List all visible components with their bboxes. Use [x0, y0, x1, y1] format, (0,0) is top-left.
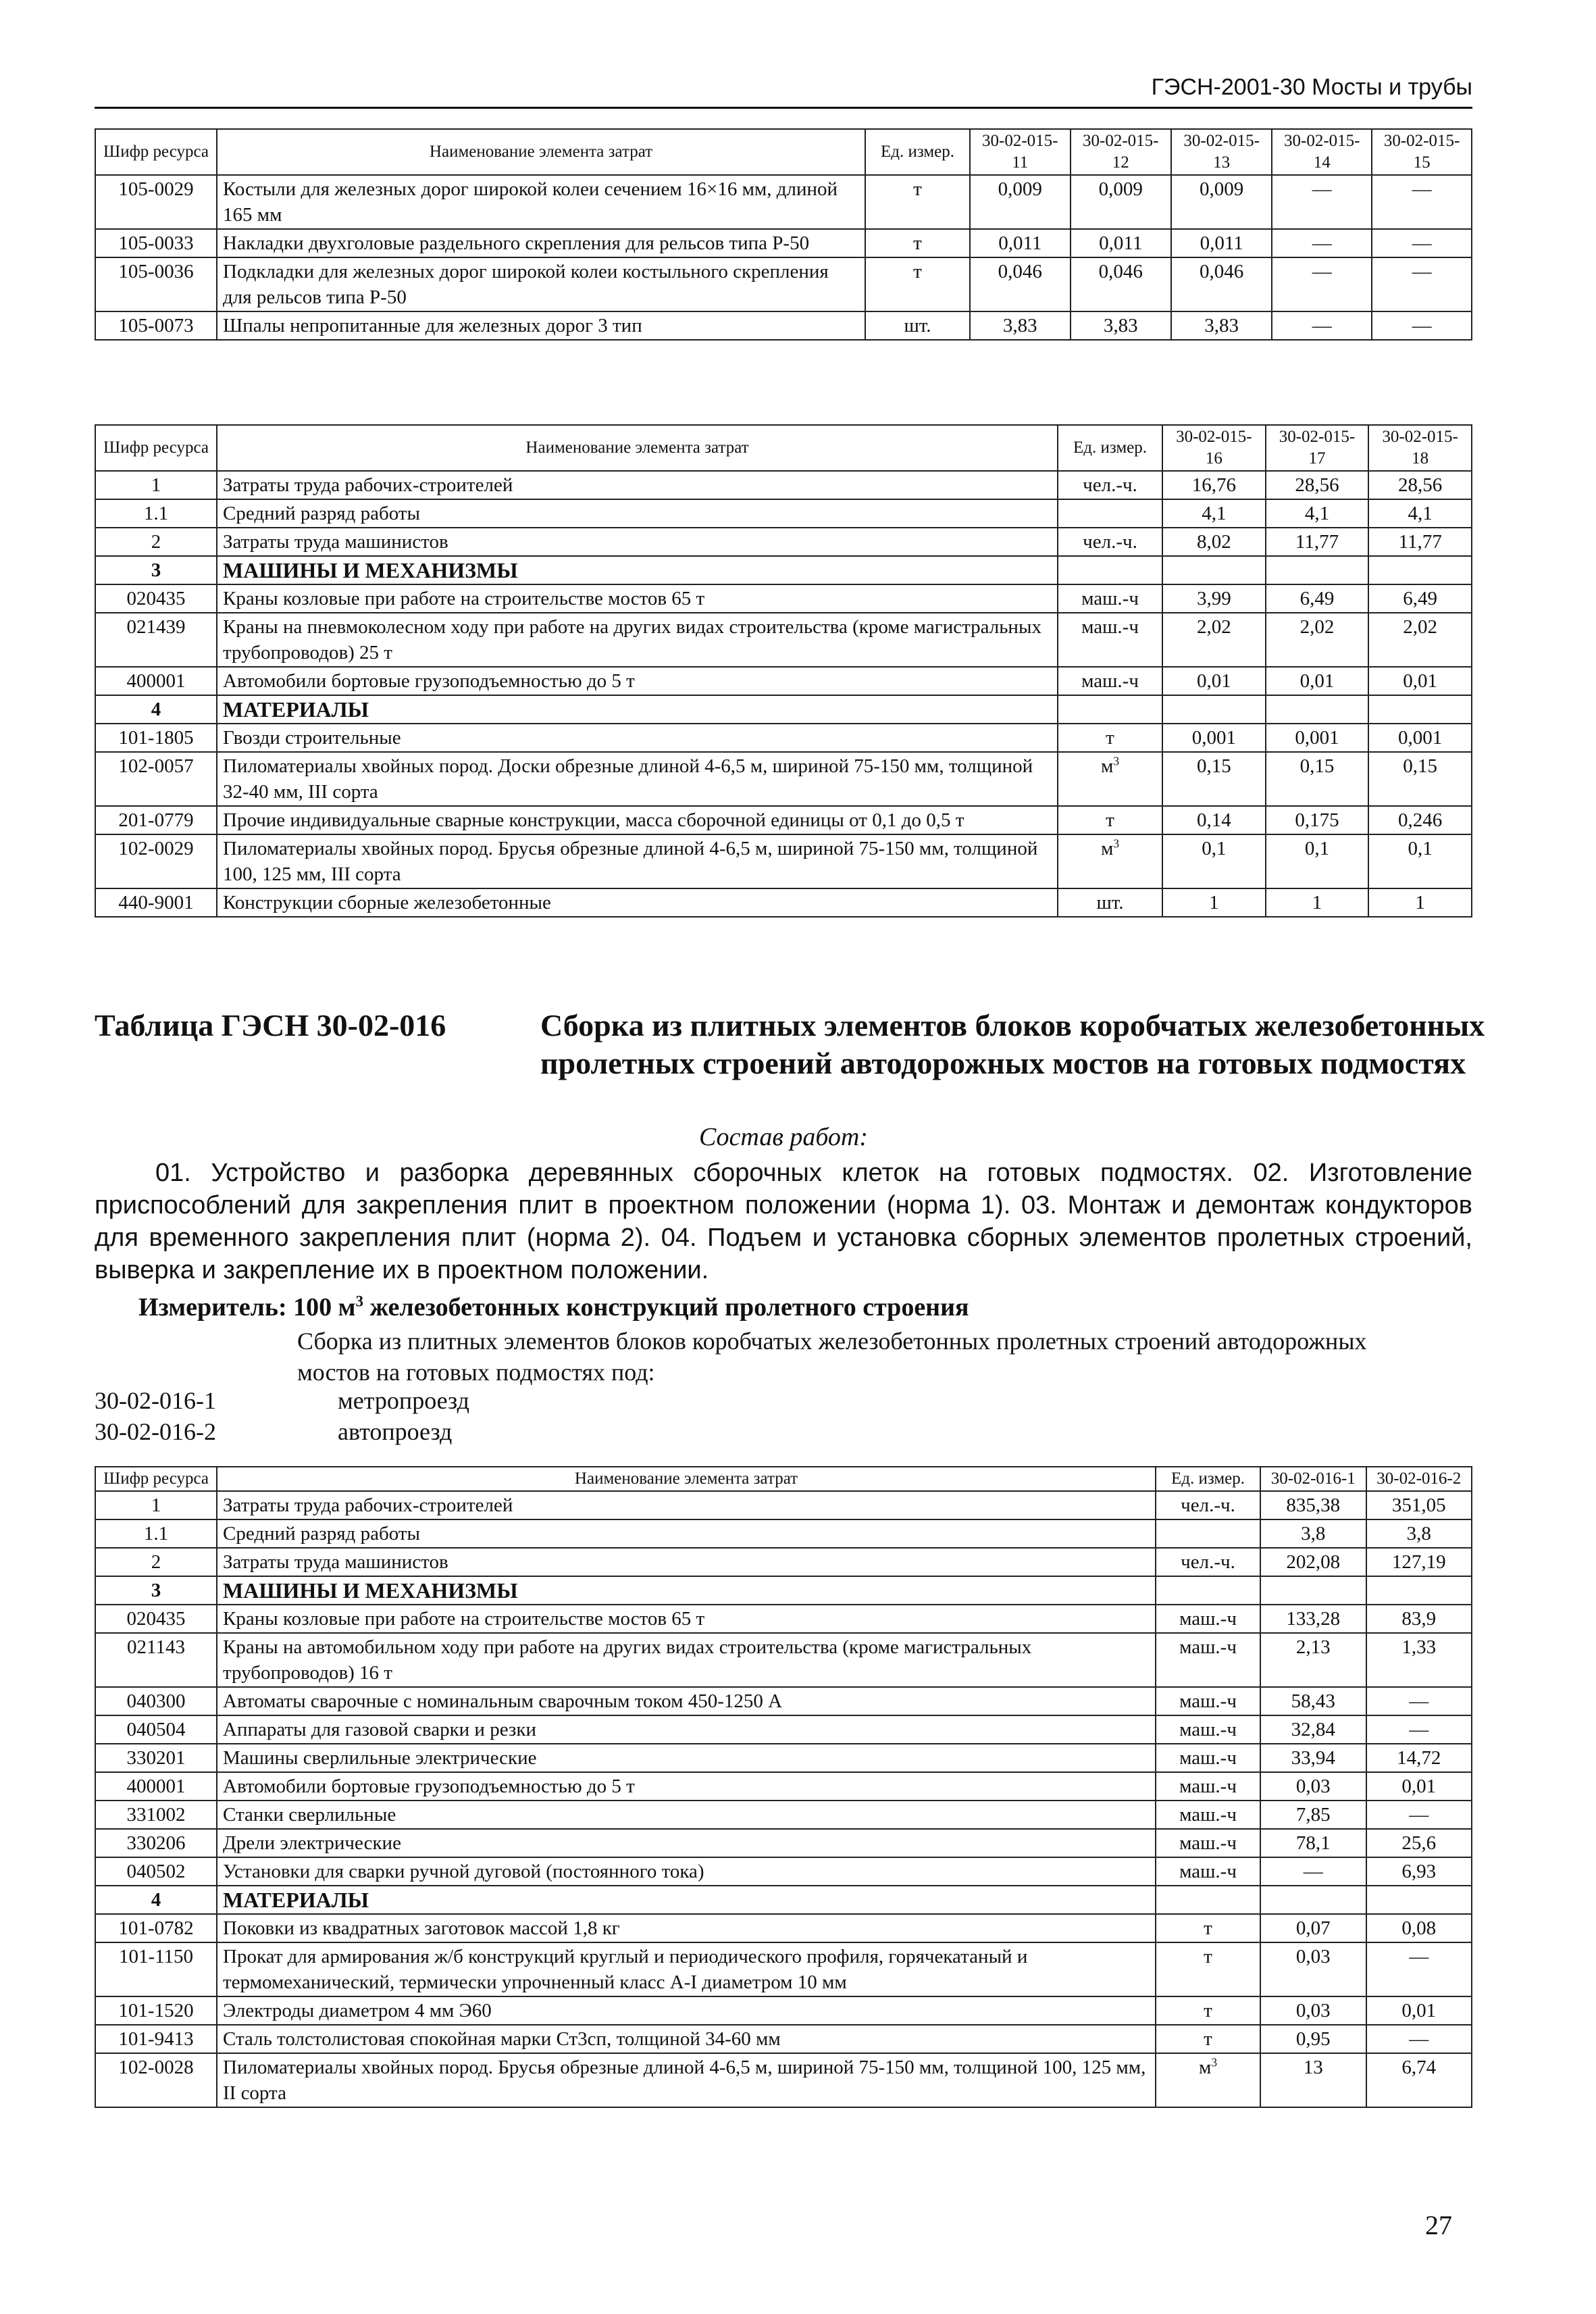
- cell-unit: $м^3$: [1058, 752, 1162, 806]
- cell-value: 0,14: [1162, 806, 1266, 834]
- cell-unit: маш.-ч: [1156, 1772, 1260, 1801]
- cell-code: 021143: [95, 1633, 217, 1687]
- table-row: [95, 1715, 1472, 1744]
- table-row: [95, 2053, 1472, 2107]
- resource-table-015-11-15: [95, 128, 1472, 341]
- cell-value: 0,009: [970, 175, 1071, 229]
- composition-heading: Состав работ:: [698, 1123, 869, 1151]
- header-norm: 30-02-016-1: [1260, 1467, 1366, 1491]
- cell-unit: маш.-ч: [1058, 667, 1162, 695]
- table-row: [95, 471, 1472, 499]
- cell-code: 1: [95, 471, 217, 499]
- cell-value: —: [1366, 1942, 1472, 1996]
- table-row: [95, 229, 1472, 257]
- cell-name: Прокат для армирования ж/б конструкций круглый и периодического профиля, горячекатаный и термомеханический, термически упрочненный класс А-I диаметром 10 мм: [217, 1942, 1156, 1996]
- cell-value: [1260, 1886, 1366, 1914]
- cell-value: 127,19: [1366, 1548, 1472, 1576]
- cell-name: Пиломатериалы хвойных пород. Доски обрезные длиной 4-6,5 м, шириной 75-150 мм, толщиной 32-40 мм, III сорта: [217, 752, 1058, 806]
- cell-code: 3: [95, 556, 217, 584]
- cell-unit: [1156, 1519, 1260, 1548]
- table-row: [95, 1605, 1472, 1633]
- cell-name: Гвозди строительные: [217, 724, 1058, 752]
- cell-code: 101-1805: [95, 724, 217, 752]
- cell-unit: т: [1156, 2025, 1260, 2053]
- cell-unit: т: [1156, 1942, 1260, 1996]
- cell-name: Накладки двухголовые раздельного скрепления для рельсов типа Р-50: [217, 229, 865, 257]
- table-row: [95, 1996, 1472, 2025]
- unit-superscript: 3: [1211, 2055, 1218, 2069]
- header-norm: 30-02-015-14: [1272, 129, 1372, 175]
- cell-unit: т: [865, 229, 970, 257]
- table-row: [95, 175, 1472, 229]
- cell-unit: маш.-ч: [1156, 1715, 1260, 1744]
- cell-value: 83,9: [1366, 1605, 1472, 1633]
- cell-name: Краны козловые при работе на строительстве мостов 65 т: [217, 1605, 1156, 1633]
- cell-name: Затраты труда машинистов: [217, 528, 1058, 556]
- cell-value: 0,011: [1171, 229, 1272, 257]
- table-row: [95, 1633, 1472, 1687]
- cell-name: Затраты труда машинистов: [217, 1548, 1156, 1576]
- cell-unit: маш.-ч: [1058, 584, 1162, 613]
- cell-value: 0,1: [1162, 834, 1266, 888]
- table-caption-label: Таблица ГЭСН 30-02-016: [95, 1008, 446, 1042]
- cell-value: —: [1366, 1801, 1472, 1829]
- cell-name: Средний разряд работы: [217, 499, 1058, 528]
- meter-sup: 3: [355, 1292, 363, 1310]
- cell-code: 040502: [95, 1857, 217, 1886]
- cell-code: 102-0057: [95, 752, 217, 806]
- cell-unit: т: [1058, 806, 1162, 834]
- cell-name: Поковки из квадратных заготовок массой 1,8 кг: [217, 1914, 1156, 1942]
- cell-value: —: [1372, 257, 1472, 311]
- cell-value: —: [1272, 229, 1372, 257]
- cell-value: 0,046: [970, 257, 1071, 311]
- cell-code: 020435: [95, 584, 217, 613]
- cell-value: 0,001: [1162, 724, 1266, 752]
- cell-name: Станки сверлильные: [217, 1801, 1156, 1829]
- resource-table-015-16-18: [95, 424, 1472, 917]
- cell-unit: маш.-ч: [1156, 1829, 1260, 1857]
- cell-value: —: [1260, 1857, 1366, 1886]
- variant-code: 30-02-016-2: [95, 1418, 216, 1445]
- cell-value: 0,046: [1071, 257, 1171, 311]
- cell-value: 3,83: [1171, 311, 1272, 340]
- cell-value: 2,02: [1266, 613, 1369, 667]
- cell-value: 1,33: [1366, 1633, 1472, 1687]
- cell-value: 133,28: [1260, 1605, 1366, 1633]
- header-norm: 30-02-016-2: [1366, 1467, 1472, 1491]
- cell-value: 0,08: [1366, 1914, 1472, 1942]
- cell-value: 0,1: [1266, 834, 1369, 888]
- table-row: [95, 1829, 1472, 1857]
- cell-name: Затраты труда рабочих-строителей: [217, 1491, 1156, 1519]
- cell-value: 0,15: [1368, 752, 1472, 806]
- table-row: [95, 1857, 1472, 1886]
- cell-value: [1366, 1886, 1472, 1914]
- cell-value: 13: [1260, 2053, 1366, 2107]
- cell-code: 020435: [95, 1605, 217, 1633]
- cell-value: —: [1272, 311, 1372, 340]
- cell-value: [1368, 556, 1472, 584]
- cell-value: 16,76: [1162, 471, 1266, 499]
- header-code: Шифр ресурса: [95, 129, 217, 175]
- table-row: [95, 1914, 1472, 1942]
- cell-name: Аппараты для газовой сварки и резки: [217, 1715, 1156, 1744]
- cell-value: —: [1366, 2025, 1472, 2053]
- cell-unit: $м^3$: [1058, 834, 1162, 888]
- cell-unit: маш.-ч: [1156, 1801, 1260, 1829]
- cell-value: 3,8: [1366, 1519, 1472, 1548]
- cell-code: 331002: [95, 1801, 217, 1829]
- cell-value: 0,175: [1266, 806, 1369, 834]
- table-row: [95, 1744, 1472, 1772]
- cell-code: 101-0782: [95, 1914, 217, 1942]
- cell-name: Машины сверлильные электрические: [217, 1744, 1156, 1772]
- header-unit: Ед. измер.: [1156, 1467, 1260, 1491]
- header-code: Шифр ресурса: [95, 425, 217, 471]
- meter-prefix: Измеритель: 100 м: [138, 1293, 356, 1322]
- cell-value: 0,011: [970, 229, 1071, 257]
- cell-name: МАШИНЫ И МЕХАНИЗМЫ: [217, 1576, 1156, 1605]
- cell-value: 3,99: [1162, 584, 1266, 613]
- cell-value: 0,03: [1260, 1772, 1366, 1801]
- header-norm: 30-02-015-18: [1368, 425, 1472, 471]
- header-name: Наименование элемента затрат: [217, 425, 1058, 471]
- cell-code: 330206: [95, 1829, 217, 1857]
- cell-value: —: [1372, 229, 1472, 257]
- table-row: [95, 1801, 1472, 1829]
- cell-name: Краны на автомобильном ходу при работе на других видах строительства (кроме магистральных трубопроводов) 16 т: [217, 1633, 1156, 1687]
- cell-value: 6,49: [1266, 584, 1369, 613]
- cell-value: —: [1272, 257, 1372, 311]
- cell-code: 4: [95, 1886, 217, 1914]
- cell-unit: чел.-ч.: [1156, 1548, 1260, 1576]
- cell-code: 021439: [95, 613, 217, 667]
- cell-code: 330201: [95, 1744, 217, 1772]
- cell-unit: [1058, 695, 1162, 724]
- cell-unit: маш.-ч: [1058, 613, 1162, 667]
- table-row: [95, 613, 1472, 667]
- cell-value: 0,15: [1162, 752, 1266, 806]
- cell-value: 11,77: [1266, 528, 1369, 556]
- table-row: [95, 724, 1472, 752]
- cell-unit: чел.-ч.: [1058, 528, 1162, 556]
- cell-name: Электроды диаметром 4 мм Э60: [217, 1996, 1156, 2025]
- cell-value: [1162, 695, 1266, 724]
- table-caption-title: Сборка из плитных элементов блоков коробчатых железобетонных пролетных строений автодорожных мостов на готовых подмостях: [540, 1008, 1485, 1080]
- table-row: [95, 1687, 1472, 1715]
- cell-value: 0,011: [1071, 229, 1171, 257]
- table-row: [95, 1942, 1472, 1996]
- header-name: Наименование элемента затрат: [217, 129, 865, 175]
- cell-name: Автоматы сварочные с номинальным сварочным током 450-1250 А: [217, 1687, 1156, 1715]
- table-row: [95, 528, 1472, 556]
- unit-superscript: 3: [1113, 836, 1120, 851]
- cell-value: 4,1: [1162, 499, 1266, 528]
- running-header: ГЭСН-2001-30 Мосты и трубы: [95, 68, 1472, 109]
- cell-name: МАШИНЫ И МЕХАНИЗМЫ: [217, 556, 1058, 584]
- cell-value: 3,8: [1260, 1519, 1366, 1548]
- header-norm: 30-02-015-16: [1162, 425, 1266, 471]
- cell-name: Краны козловые при работе на строительстве мостов 65 т: [217, 584, 1058, 613]
- cell-name: Установки для сварки ручной дуговой (постоянного тока): [217, 1857, 1156, 1886]
- unit-superscript: 3: [1113, 754, 1120, 768]
- cell-value: 0,03: [1260, 1996, 1366, 2025]
- cell-value: 2,02: [1368, 613, 1472, 667]
- cell-name: Шпалы непропитанные для железных дорог 3 тип: [217, 311, 865, 340]
- meter-line: [138, 1292, 969, 1323]
- cell-name: Дрели электрические: [217, 1829, 1156, 1857]
- cell-value: 835,38: [1260, 1491, 1366, 1519]
- cell-name: Сталь толстолистовая спокойная марки Ст3сп, толщиной 34-60 мм: [217, 2025, 1156, 2053]
- section-row: [95, 1886, 1472, 1914]
- cell-value: 0,01: [1366, 1996, 1472, 2025]
- cell-code: 1.1: [95, 499, 217, 528]
- composition-text: 01. Устройство и разборка деревянных сборочных клеток на готовых подмостях. 02. Изготовление приспособлений для закрепления плит в проектном положении (норма 1). 03. Монтаж и демонтаж кондукторов для временного закрепления плит (норма 2). 04. Подъем и установка сборных элементов пролетных строений, выверка и закрепление их в проектном положении.: [95, 1159, 1472, 1284]
- cell-unit: маш.-ч: [1156, 1633, 1260, 1687]
- cell-name: Прочие индивидуальные сварные конструкции, масса сборочной единицы от 0,1 до 0,5 т: [217, 806, 1058, 834]
- cell-value: [1366, 1576, 1472, 1605]
- cell-code: 2: [95, 528, 217, 556]
- cell-code: 1.1: [95, 1519, 217, 1548]
- cell-value: 0,01: [1368, 667, 1472, 695]
- cell-unit: т: [1156, 1996, 1260, 2025]
- header-norm: 30-02-015-12: [1071, 129, 1171, 175]
- table-row: [95, 1491, 1472, 1519]
- cell-unit: [1156, 1886, 1260, 1914]
- cell-value: 0,009: [1171, 175, 1272, 229]
- section-row: [95, 556, 1472, 584]
- cell-name: МАТЕРИАЛЫ: [217, 695, 1058, 724]
- cell-name: Автомобили бортовые грузоподъемностью до 5 т: [217, 667, 1058, 695]
- cell-code: 201-0779: [95, 806, 217, 834]
- cell-value: 0,01: [1266, 667, 1369, 695]
- cell-value: 0,1: [1368, 834, 1472, 888]
- cell-code: 105-0033: [95, 229, 217, 257]
- cell-code: 400001: [95, 667, 217, 695]
- cell-value: [1266, 695, 1369, 724]
- cell-code: 440-9001: [95, 888, 217, 917]
- cell-code: 101-1520: [95, 1996, 217, 2025]
- resource-table-016: [95, 1466, 1472, 2108]
- cell-name: Автомобили бортовые грузоподъемностью до 5 т: [217, 1772, 1156, 1801]
- cell-code: 105-0029: [95, 175, 217, 229]
- table-row: [95, 499, 1472, 528]
- cell-code: 101-9413: [95, 2025, 217, 2053]
- cell-value: 0,95: [1260, 2025, 1366, 2053]
- header-name: Наименование элемента затрат: [217, 1467, 1156, 1491]
- cell-unit: чел.-ч.: [1058, 471, 1162, 499]
- cell-name: Пиломатериалы хвойных пород. Брусья обрезные длиной 4-6,5 м, шириной 75-150 мм, толщиной 100, 125 мм, II сорта: [217, 2053, 1156, 2107]
- cell-value: 1: [1162, 888, 1266, 917]
- header-norm: 30-02-015-15: [1372, 129, 1472, 175]
- cell-value: [1368, 695, 1472, 724]
- cell-code: 040300: [95, 1687, 217, 1715]
- cell-value: 0,046: [1171, 257, 1272, 311]
- cell-name: Подкладки для железных дорог широкой колеи костыльного скрепления для рельсов типа Р-50: [217, 257, 865, 311]
- cell-unit: маш.-ч: [1156, 1687, 1260, 1715]
- cell-value: —: [1366, 1715, 1472, 1744]
- cell-value: 0,246: [1368, 806, 1472, 834]
- table-row: [95, 752, 1472, 806]
- cell-unit: шт.: [1058, 888, 1162, 917]
- cell-code: 1: [95, 1491, 217, 1519]
- cell-value: 0,001: [1266, 724, 1369, 752]
- cell-value: 78,1: [1260, 1829, 1366, 1857]
- cell-value: 6,93: [1366, 1857, 1472, 1886]
- cell-value: [1266, 556, 1369, 584]
- cell-value: 11,77: [1368, 528, 1472, 556]
- cell-value: 25,6: [1366, 1829, 1472, 1857]
- table-row: [95, 1519, 1472, 1548]
- meter-suffix: железобетонных конструкций пролетного строения: [363, 1293, 969, 1322]
- cell-code: 105-0036: [95, 257, 217, 311]
- cell-value: 33,94: [1260, 1744, 1366, 1772]
- cell-code: 102-0028: [95, 2053, 217, 2107]
- cell-code: 102-0029: [95, 834, 217, 888]
- cell-value: 0,01: [1162, 667, 1266, 695]
- table-row: [95, 806, 1472, 834]
- cell-unit: [1156, 1576, 1260, 1605]
- cell-unit: маш.-ч: [1156, 1605, 1260, 1633]
- cell-value: —: [1372, 311, 1472, 340]
- cell-value: 1: [1266, 888, 1369, 917]
- cell-value: 8,02: [1162, 528, 1266, 556]
- table-header-row: [95, 1467, 1472, 1491]
- header-code: Шифр ресурса: [95, 1467, 217, 1491]
- table-row: [95, 311, 1472, 340]
- cell-value: 6,49: [1368, 584, 1472, 613]
- cell-name: Краны на пневмоколесном ходу при работе на других видах строительства (кроме магистральных трубопроводов) 25 т: [217, 613, 1058, 667]
- cell-value: 28,56: [1266, 471, 1369, 499]
- cell-value: —: [1372, 175, 1472, 229]
- variant-code: 30-02-016-1: [95, 1387, 216, 1414]
- cell-value: 3,83: [970, 311, 1071, 340]
- cell-value: 7,85: [1260, 1801, 1366, 1829]
- cell-name: Затраты труда рабочих-строителей: [217, 471, 1058, 499]
- cell-value: 0,009: [1071, 175, 1171, 229]
- cell-code: 4: [95, 695, 217, 724]
- table-header-row: [95, 129, 1472, 175]
- cell-value: —: [1366, 1687, 1472, 1715]
- cell-name: МАТЕРИАЛЫ: [217, 1886, 1156, 1914]
- header-norm: 30-02-015-17: [1266, 425, 1369, 471]
- cell-value: 0,15: [1266, 752, 1369, 806]
- table-row: [95, 667, 1472, 695]
- cell-value: 4,1: [1368, 499, 1472, 528]
- cell-value: 2,02: [1162, 613, 1266, 667]
- page-number: 27: [1425, 2210, 1452, 2240]
- section-row: [95, 1576, 1472, 1605]
- cell-value: 0,03: [1260, 1942, 1366, 1996]
- cell-unit: т: [865, 257, 970, 311]
- cell-value: [1162, 556, 1266, 584]
- cell-value: 2,13: [1260, 1633, 1366, 1687]
- cell-name: Конструкции сборные железобетонные: [217, 888, 1058, 917]
- variant-label: автопроезд: [338, 1418, 453, 1445]
- cell-value: 6,74: [1366, 2053, 1472, 2107]
- cell-unit: т: [865, 175, 970, 229]
- cell-code: 400001: [95, 1772, 217, 1801]
- section-row: [95, 695, 1472, 724]
- cell-unit: чел.-ч.: [1156, 1491, 1260, 1519]
- cell-unit: шт.: [865, 311, 970, 340]
- cell-value: 4,1: [1266, 499, 1369, 528]
- cell-unit: $м^3$: [1156, 2053, 1260, 2107]
- cell-value: [1260, 1576, 1366, 1605]
- variant-item: [95, 1416, 452, 1447]
- table-row: [95, 584, 1472, 613]
- cell-name: Средний разряд работы: [217, 1519, 1156, 1548]
- cell-unit: маш.-ч: [1156, 1857, 1260, 1886]
- cell-unit: маш.-ч: [1156, 1744, 1260, 1772]
- variant-label: метропроезд: [338, 1387, 469, 1414]
- cell-value: 58,43: [1260, 1687, 1366, 1715]
- cell-code: 040504: [95, 1715, 217, 1744]
- cell-value: 1: [1368, 888, 1472, 917]
- cell-value: 0,01: [1366, 1772, 1472, 1801]
- cell-name: Костыли для железных дорог широкой колеи сечением 16×16 мм, длиной 165 мм: [217, 175, 865, 229]
- cell-unit: т: [1156, 1914, 1260, 1942]
- header-unit: Ед. измер.: [1058, 425, 1162, 471]
- cell-unit: [1058, 499, 1162, 528]
- variant-item: [95, 1385, 469, 1416]
- table-header-row: [95, 425, 1472, 471]
- table-row: [95, 1772, 1472, 1801]
- header-norm: 30-02-015-11: [970, 129, 1071, 175]
- cell-value: 0,001: [1368, 724, 1472, 752]
- table-row: [95, 257, 1472, 311]
- table-row: [95, 2025, 1472, 2053]
- cell-code: 101-1150: [95, 1942, 217, 1996]
- meter-description: Сборка из плитных элементов блоков коробчатых железобетонных пролетных строений автодорожных мостов на готовых подмостях под:: [297, 1328, 1367, 1386]
- cell-unit: [1058, 556, 1162, 584]
- cell-value: —: [1272, 175, 1372, 229]
- cell-value: 202,08: [1260, 1548, 1366, 1576]
- header-unit: Ед. измер.: [865, 129, 970, 175]
- cell-unit: т: [1058, 724, 1162, 752]
- cell-name: Пиломатериалы хвойных пород. Брусья обрезные длиной 4-6,5 м, шириной 75-150 мм, толщиной 100, 125 мм, III сорта: [217, 834, 1058, 888]
- table-row: [95, 888, 1472, 917]
- cell-code: 2: [95, 1548, 217, 1576]
- cell-value: 0,07: [1260, 1914, 1366, 1942]
- cell-value: 351,05: [1366, 1491, 1472, 1519]
- cell-value: 14,72: [1366, 1744, 1472, 1772]
- cell-code: 3: [95, 1576, 217, 1605]
- table-row: [95, 1548, 1472, 1576]
- header-norm: 30-02-015-13: [1171, 129, 1272, 175]
- table-row: [95, 834, 1472, 888]
- cell-value: 3,83: [1071, 311, 1171, 340]
- cell-value: 28,56: [1368, 471, 1472, 499]
- cell-code: 105-0073: [95, 311, 217, 340]
- cell-value: 32,84: [1260, 1715, 1366, 1744]
